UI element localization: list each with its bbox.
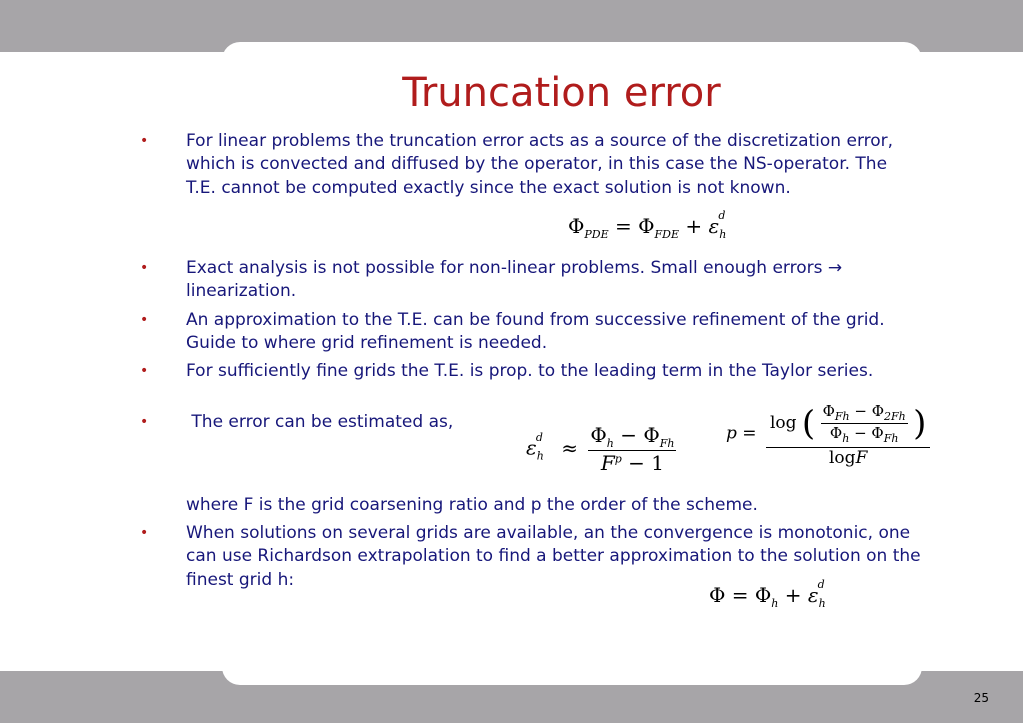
bullet-text: For linear problems the truncation error acts as a source of the discretization error, which is convected and diffused by the operator, in this case the NS-operator. The T.E. cannot be computed exactly since the exact solution is not known. <box>186 131 894 198</box>
page-number: 25 <box>973 691 989 705</box>
slide-title: Truncation error <box>402 70 721 116</box>
bullet-dot-icon: • <box>140 312 149 328</box>
bullet-text: An approximation to the T.E. can be found from successive refinement of the grid. Guide to where grid refinement is needed. <box>186 310 885 354</box>
bullet-dot-icon: • <box>140 525 149 541</box>
bullet-dot-icon: • <box>140 133 149 149</box>
bullet-dot-icon: • <box>140 260 149 276</box>
bullet-text: Exact analysis is not possible for non-linear problems. Small enough errors → linearization. <box>186 258 843 302</box>
note-text: where F is the grid coarsening ratio and p the order of the scheme. <box>186 495 758 515</box>
bullet-text: For sufficiently fine grids the T.E. is prop. to the leading term in the Taylor series. <box>186 361 874 381</box>
equation-richardson: $\Phi = \Phi_h + \varepsilon_h^d$ <box>709 578 826 610</box>
equation-pde-fde: $\Phi_{PDE} = \Phi_{FDE} + \varepsilon_h^d$ <box>568 209 727 241</box>
equation-error-estimate: $\varepsilon_h^d$ ≈ $\frac{\Phi_h - \Phi_{Fh}}{F^p - 1}$ <box>526 423 675 475</box>
bullet-dot-icon: • <box>140 363 149 379</box>
bullet-text: When solutions on several grids are available, an the convergence is monotonic, one can use Richardson extrapolation to find a better approximation to the solution on the finest grid h: <box>186 523 921 590</box>
bullet-dot-icon: • <box>140 414 149 430</box>
bullet-text: The error can be estimated as, <box>186 412 454 432</box>
equation-order-p: p = log ( $\frac{\Phi_{Fh} - \Phi_{2Fh}}{\Phi_h - \Phi_{Fh}}$ ) logF <box>726 400 930 468</box>
